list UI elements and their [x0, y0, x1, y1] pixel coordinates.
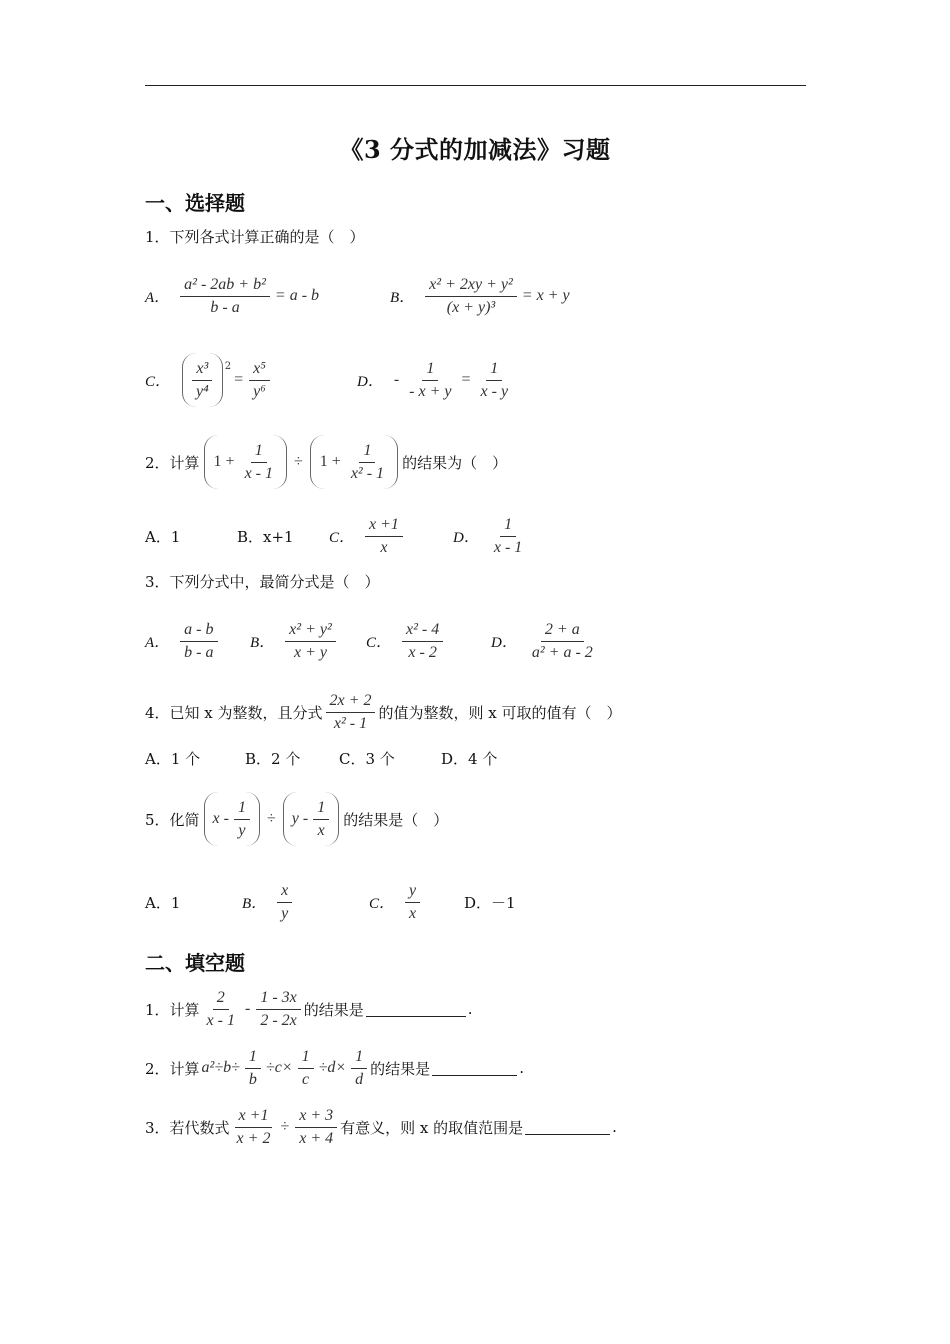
- q1-option-c: [145, 353, 357, 407]
- fill2-answer-blank[interactable]: [432, 1061, 517, 1076]
- q3-stem: [145, 551, 380, 611]
- q1-d-num1: 1: [422, 358, 438, 381]
- q2-stem-post: 的结果为（ ）: [402, 453, 508, 472]
- q3-option-d: [491, 619, 600, 664]
- q1-c-fraction: [249, 358, 270, 403]
- q2-stem-pre: 2．计算: [145, 453, 200, 472]
- q2-stem: [145, 432, 507, 492]
- q3-a-den: b - a: [184, 643, 214, 661]
- q5-b-num: x: [277, 880, 292, 903]
- q2-d-fraction: [490, 514, 526, 559]
- q2-d-den: x - 1: [493, 538, 523, 556]
- q2-option-a: A．1: [145, 527, 181, 546]
- q5-options: [145, 872, 516, 932]
- q1-c-equals: =: [234, 371, 244, 388]
- q5-fraction-2: [313, 797, 329, 842]
- q5-c-label: C．: [369, 895, 395, 912]
- fill2-fraction-1: [245, 1046, 261, 1091]
- fill1-f1-num: 2: [213, 987, 229, 1010]
- q2-f2-den: x² - 1: [350, 464, 385, 482]
- q1-c-den: y⁶: [253, 382, 266, 400]
- q1-d-fraction-1: [405, 358, 455, 403]
- q1-option-d: [357, 358, 515, 403]
- q5-f1-num: 1: [234, 797, 250, 820]
- q1-a-fraction: [180, 274, 270, 319]
- q2-f1-den: x - 1: [244, 464, 274, 482]
- q2-fraction-2: [347, 440, 388, 485]
- fill2-fraction-2: [298, 1046, 314, 1091]
- fill1-minus: -: [244, 1000, 251, 1017]
- q4-option-d: D．4 个: [441, 749, 498, 768]
- q1-b-num: x² + 2xy + y²: [425, 274, 517, 297]
- q1-c-power: 2: [224, 360, 232, 372]
- q3-a-fraction: [180, 619, 217, 664]
- fill2-f2-den: c: [302, 1070, 310, 1088]
- section-choice: 一、选择题: [145, 191, 245, 215]
- fill2-expr3: ÷d×: [318, 1059, 347, 1076]
- fill3-fraction-1: [233, 1105, 275, 1150]
- fill3-f1-den: x + 2: [236, 1129, 271, 1147]
- q1-b-den: (x + y)³: [446, 298, 496, 316]
- q3-c-label: C．: [366, 634, 392, 651]
- fill1-f2-num: 1 - 3x: [256, 987, 300, 1010]
- q2-f1-num: 1: [251, 440, 267, 463]
- page-title: 《3 分式的加减法》习题: [339, 135, 611, 164]
- q2-divide: ÷: [294, 453, 303, 470]
- q3-b-den: x + y: [293, 643, 327, 661]
- q1-a-den: b - a: [210, 298, 240, 316]
- q5-stem: [145, 789, 448, 849]
- q5-c-den: x: [409, 904, 417, 922]
- q1-option-b: [390, 274, 572, 319]
- q2-paren-1: [204, 435, 287, 489]
- q3-d-den: a² + a - 2: [531, 643, 593, 661]
- q1-d-label: D．: [357, 373, 383, 390]
- q5-stem-post: 的结果是（ ）: [343, 810, 449, 829]
- fill2-expr2: ÷c×: [265, 1059, 293, 1076]
- q1-option-a: [145, 274, 390, 319]
- q1-options-row1: [145, 266, 572, 326]
- q3-b-fraction: [285, 619, 336, 664]
- q1-c-inner-den: y⁴: [196, 382, 209, 400]
- q1-stem-text: 1．下列各式计算正确的是（ ）: [145, 227, 365, 246]
- fill2-f3-den: d: [355, 1070, 364, 1088]
- q5-paren-1: [204, 792, 260, 846]
- q3-option-c: [366, 619, 491, 664]
- q5-b-den: y: [281, 904, 289, 922]
- fill1-pre: 1．计算: [145, 1000, 200, 1019]
- q5-option-d: D．－1: [464, 893, 516, 912]
- q2-option-b: B．x+1: [237, 527, 294, 546]
- q1-d-sign: -: [393, 371, 400, 388]
- q3-c-num: x² - 4: [402, 619, 443, 642]
- q5-option-c: [369, 880, 464, 925]
- q2-d-num: 1: [500, 514, 516, 537]
- q1-c-label: C．: [145, 373, 171, 390]
- q1-d-fraction-2: [477, 358, 513, 403]
- q5-b-label: B．: [242, 895, 267, 912]
- q3-option-a: [145, 619, 250, 664]
- q1-c-inner-fraction: [192, 358, 213, 403]
- q1-c-num: x⁵: [249, 358, 270, 381]
- q4-stem-pre: 4．已知 x 为整数，且分式: [145, 703, 323, 722]
- q4-option-c: C．3 个: [339, 749, 395, 768]
- q5-f2-den: x: [317, 821, 325, 839]
- fill1-fraction-2: [256, 987, 300, 1032]
- fill3-post: 有意义，则 x 的取值范围是: [340, 1118, 524, 1137]
- q1-options-row2: [145, 350, 515, 410]
- q5-option-b: [242, 880, 369, 925]
- q1-b-label: B．: [390, 289, 415, 306]
- q5-c-fraction: [405, 880, 420, 925]
- fill3: [145, 1097, 617, 1157]
- fill2-pre: 2．计算: [145, 1059, 200, 1078]
- section-fill: 二、填空题: [145, 951, 245, 975]
- q3-d-fraction: [528, 619, 597, 664]
- fill3-fraction-2: [295, 1105, 337, 1150]
- q1-a-label: A．: [145, 289, 170, 306]
- fill3-divide: ÷: [280, 1118, 290, 1135]
- fill2-expr1: a²÷b÷: [201, 1059, 240, 1076]
- q1-c-inner-num: x³: [192, 358, 212, 381]
- q1-b-rhs: = x + y: [521, 287, 570, 304]
- fill2-f1-den: b: [248, 1070, 257, 1088]
- q1-stem: [145, 206, 365, 266]
- q3-d-num: 2 + a: [541, 619, 584, 642]
- q1-d-den1: - x + y: [409, 382, 452, 400]
- q1-a-num: a² - 2ab + b²: [180, 274, 270, 297]
- q3-d-label: D．: [491, 634, 517, 651]
- q5-fraction-1: [234, 797, 250, 842]
- fill2-f3-num: 1: [351, 1046, 367, 1069]
- fill1-end: .: [467, 1000, 473, 1018]
- q2-fraction-1: [241, 440, 277, 485]
- fill3-pre: 3．若代数式: [145, 1118, 230, 1137]
- fill1-f2-den: 2 - 2x: [260, 1011, 297, 1029]
- q1-b-fraction: [425, 274, 517, 319]
- q2-paren-2: [310, 435, 398, 489]
- q5-b-fraction: [277, 880, 292, 925]
- fill2-f2-num: 1: [298, 1046, 314, 1069]
- q3-c-fraction: [402, 619, 443, 664]
- q3-option-b: [250, 619, 366, 664]
- fill3-f1-num: x +1: [235, 1105, 273, 1128]
- q4-option-a: A．1 个: [145, 749, 201, 768]
- fill1-f1-den: x - 1: [206, 1011, 235, 1029]
- fill2-post: 的结果是: [370, 1059, 431, 1078]
- fill2-end: .: [519, 1059, 524, 1077]
- q2-c-label: C．: [329, 529, 355, 546]
- fill3-f2-num: x + 3: [295, 1105, 337, 1128]
- q1-d-den2: x - y: [480, 382, 509, 400]
- q1-a-rhs: = a - b: [274, 287, 320, 304]
- fill1-post: 的结果是: [303, 1000, 364, 1019]
- q5-f2-num: 1: [313, 797, 329, 820]
- q5-option-a: A．1: [145, 893, 181, 912]
- q3-b-num: x² + y²: [285, 619, 336, 642]
- fill2-fraction-3: [351, 1046, 367, 1091]
- q3-a-num: a - b: [180, 619, 217, 642]
- q2-one-plus-2: 1 +: [319, 453, 341, 470]
- q5-divide: ÷: [266, 810, 276, 827]
- q2-c-num: x +1: [365, 514, 403, 537]
- fill1-fraction-1: [203, 987, 239, 1032]
- q2-one-plus: 1 +: [213, 453, 235, 470]
- q5-stem-pre: 5．化简: [145, 810, 200, 829]
- q3-b-label: B．: [250, 634, 275, 651]
- q2-f2-num: 1: [359, 440, 375, 463]
- q1-d-num2: 1: [486, 358, 502, 381]
- fill2-f1-num: 1: [245, 1046, 261, 1069]
- q4-f-num: 2x + 2: [326, 690, 376, 713]
- fill2: [145, 1038, 524, 1098]
- q3-stem-text: 3．下列分式中，最简分式是（ ）: [145, 572, 380, 591]
- q5-paren-2: [283, 792, 339, 846]
- q2-d-label: D．: [453, 529, 479, 546]
- q4-option-b: B．2 个: [245, 749, 301, 768]
- q3-a-label: A．: [145, 634, 170, 651]
- q1-c-paren: [182, 353, 223, 407]
- q3-c-den: x - 2: [408, 643, 437, 661]
- q5-p1: x -: [212, 810, 229, 827]
- q4-f-den: x² - 1: [333, 714, 368, 732]
- q1-d-equals: =: [461, 371, 471, 388]
- header-rule: [145, 85, 806, 86]
- q5-p2: y -: [291, 810, 309, 827]
- fill3-answer-blank[interactable]: [525, 1120, 610, 1135]
- q5-f1-den: y: [238, 821, 246, 839]
- q3-options: [145, 611, 600, 671]
- q2-c-den: x: [380, 538, 388, 556]
- q4-options: [145, 728, 497, 788]
- fill3-f2-den: x + 4: [299, 1129, 334, 1147]
- q5-c-num: y: [405, 880, 420, 903]
- q4-stem-post: 的值为整数，则 x 可取的值有（ ）: [378, 703, 622, 722]
- fill1-answer-blank[interactable]: [366, 1002, 466, 1017]
- fill3-end: .: [612, 1118, 617, 1136]
- q2-option-d: [453, 514, 529, 559]
- fill1: [145, 979, 473, 1039]
